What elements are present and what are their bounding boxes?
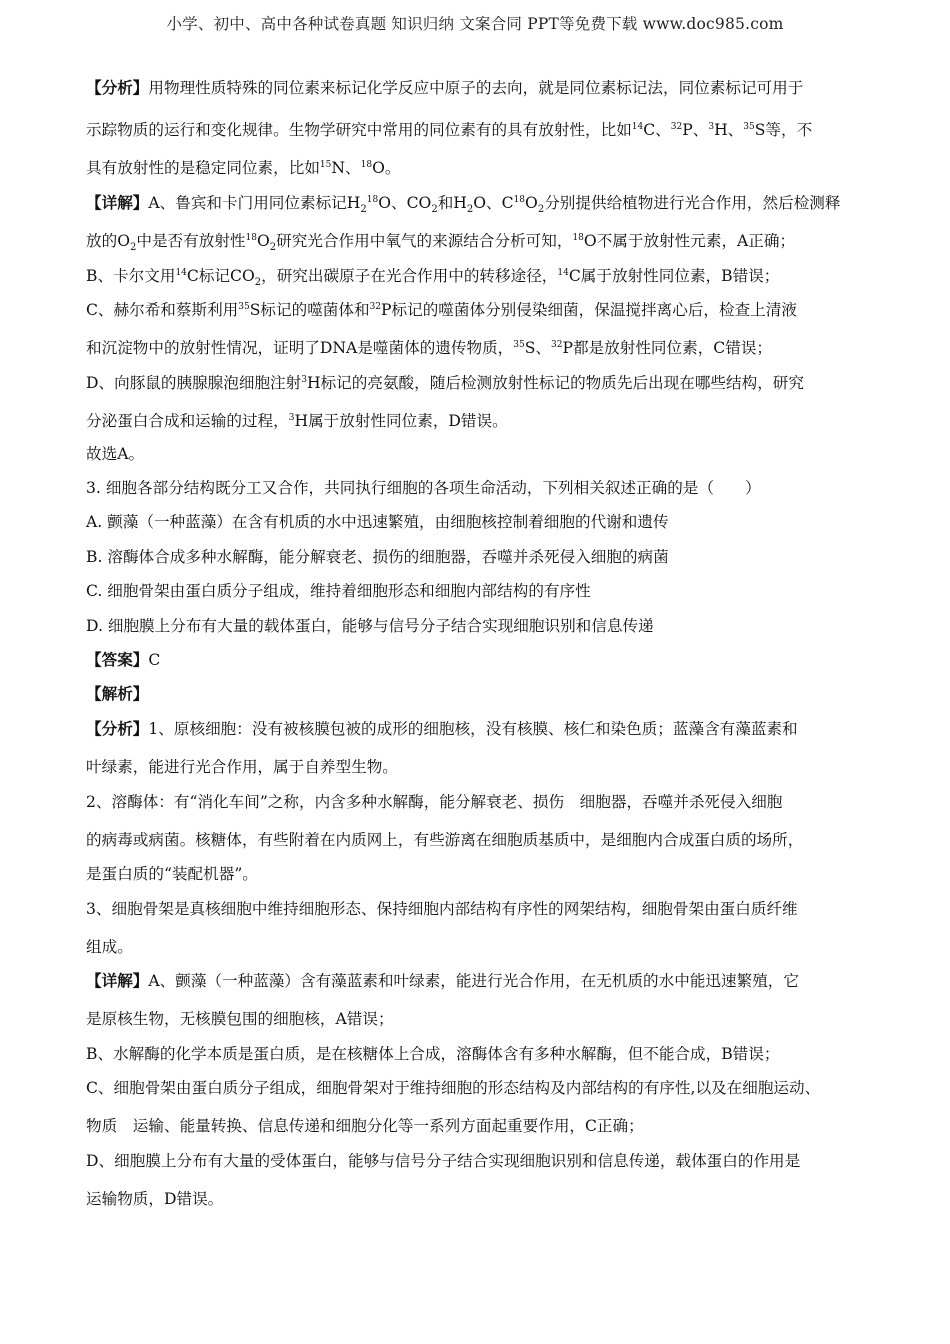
q3-analysis-line-3: 2、溶酶体：有“消化车间”之称，内含多种水解酶，能分解衰老、损伤 细胞器，吞噬并杀死侵入细胞 (86, 793, 783, 811)
q3-analysis-line-4: 的病毒或病菌。核糖体，有些附着在内质网上，有些游离在细胞质基质中，是细胞内合成蛋白质的场所， (86, 831, 804, 849)
q2-detail-line-b1: B、卡尔文用$^{14}$C标记$CO_2$，研究出碳原子在光合作用中的转移途径，$^{14}$C属于放射性同位素，B错误； (86, 267, 780, 289)
q3-detail-line-7: 运输物质，D错误。 (86, 1190, 224, 1208)
q3-analysis-line-1: 【分析】1、原核细胞：没有被核膜包被的成形的细胞核，没有核膜、核仁和染色质；蓝藻含有藻蓝素和 (86, 719, 798, 738)
page-header-banner: 小学、初中、高中各种试卷真题 知识归纳 文案合同 PPT等免费下载 www.doc985.com (166, 15, 784, 33)
q3-detail-line-5: 物质 运输、能量转换、信息传递和细胞分化等一系列方面起重要作用，C正确； (86, 1117, 644, 1135)
q2-detail-line-d2: 分泌蛋白合成和运输的过程，$^3$H属于放射性同位素，D错误。 (86, 412, 508, 430)
answer-tag: 【答案】 (86, 650, 149, 669)
q3-stem: 3. 细胞各部分结构既分工又合作，共同执行细胞的各项生命活动，下列相关叙述正确的是（ ） (86, 479, 761, 497)
q2-analysis-line-2: 示踪物质的运行和变化规律。生物学研究中常用的同位素有的具有放射性，比如$^{14}$C、$^{32}$P、$^3$H、$^{35}$S等，不 (86, 121, 813, 139)
q2-detail-line-a1: 【详解】A、鲁宾和卡门用同位素标记$H_2^{18}O$、$CO_2$和$H_2O$、$C^{18}O_2$分别提供给植物进行光合作用，然后检测释 (86, 193, 841, 216)
q3-option-b: B. 溶酶体合成多种水解酶，能分解衰老、损伤的细胞器，吞噬并杀死侵入细胞的病菌 (86, 548, 669, 566)
q3-explain-tag: 【解析】 (86, 684, 149, 703)
q2-conclusion: 故选A。 (86, 445, 145, 463)
q3-option-a: A. 颤藻（一种蓝藻）在含有机质的水中迅速繁殖，由细胞核控制着细胞的代谢和遗传 (86, 513, 669, 531)
q2-detail-line-a2: 放的$O_2$中是否有放射性$^{18}O_2$研究光合作用中氧气的来源结合分析可知，$^{18}$O不属于放射性元素，A正确； (86, 232, 796, 254)
q3-detail-line-6: D、细胞膜上分布有大量的受体蛋白，能够与信号分子结合实现细胞识别和信息传递，载体蛋白的作用是 (86, 1152, 801, 1170)
q2-analysis-line-1 (86, 76, 803, 98)
q3-detail-line-1: 【详解】A、颤藻（一种蓝藻）含有藻蓝素和叶绿素，能进行光合作用，在无机质的水中能迅速繁殖，它 (86, 971, 799, 990)
q3-analysis-line-5: 是蛋白质的“装配机器”。 (86, 865, 258, 883)
detail-tag: 【详解】 (86, 193, 149, 212)
q3-analysis-line-6: 3、细胞骨架是真核细胞中维持细胞形态、保持细胞内部结构有序性的网架结构，细胞骨架由蛋白质纤维 (86, 900, 798, 918)
analysis-tag: 【分析】 (86, 719, 149, 738)
q2-detail-line-c2: 和沉淀物中的放射性情况，证明了DNA是噬菌体的遗传物质，$^{35}$S、$^{32}$P都是放射性同位素，C错误； (86, 339, 773, 357)
q3-detail-line-2: 是原核生物，无核膜包围的细胞核，A错误； (86, 1010, 394, 1028)
analysis-tag: 【分析】 (86, 78, 149, 97)
q3-answer (86, 648, 160, 670)
q2-detail-line-c1: C、赫尔希和蔡斯利用$^{35}$S标记的噬菌体和$^{32}$P标记的噬菌体分别侵染细菌，保温搅拌离心后，检查上清液 (86, 301, 797, 319)
q3-option-c: C. 细胞骨架由蛋白质分子组成，维持着细胞形态和细胞内部结构的有序性 (86, 582, 591, 600)
q3-detail-line-4: C、细胞骨架由蛋白质分子组成，细胞骨架对于维持细胞的形态结构及内部结构的有序性,以及在细胞运动、 (86, 1079, 821, 1097)
analysis-text: 用物理性质特殊的同位素来标记化学反应中原子的去向，就是同位素标记法，同位素标记可用于 (148, 79, 804, 97)
q3-option-d: D. 细胞膜上分布有大量的载体蛋白，能够与信号分子结合实现细胞识别和信息传递 (86, 617, 654, 635)
answer-value: C (148, 651, 161, 669)
q3-analysis-line-7: 组成。 (86, 938, 133, 956)
q2-detail-line-d1: D、向豚鼠的胰腺腺泡细胞注射$^3$H标记的亮氨酸，随后检测放射性标记的物质先后出现在哪些结构，研究 (86, 374, 804, 392)
detail-tag: 【详解】 (86, 971, 149, 990)
q3-analysis-line-2: 叶绿素，能进行光合作用，属于自养型生物。 (86, 758, 398, 776)
q2-analysis-line-3: 具有放射性的是稳定同位素，比如$^{15}$N、$^{18}$O。 (86, 159, 401, 177)
q3-detail-line-3: B、水解酶的化学本质是蛋白质，是在核糖体上合成，溶酶体含有多种水解酶，但不能合成，B错误； (86, 1045, 780, 1063)
